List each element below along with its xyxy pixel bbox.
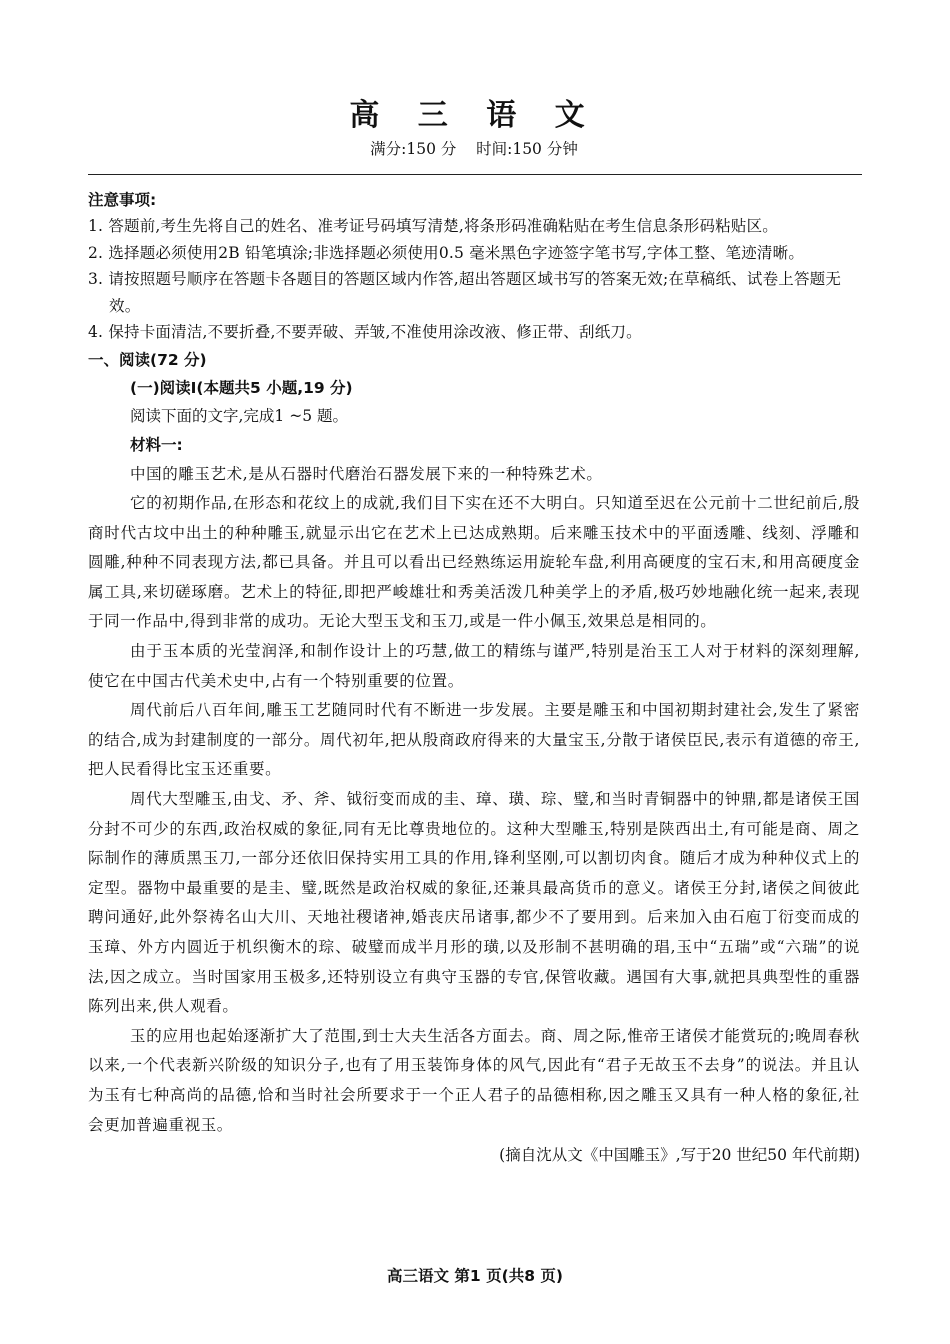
passage-source: (摘自沈从文《中国雕玉》,写于20 世纪50 年代前期) [499,1146,860,1165]
subsection-heading: (一)阅读Ⅰ(本题共5 小题,19 分) [130,378,353,397]
section-heading: 一、阅读(72 分) [88,350,207,369]
notice-item: 2. 选择题必须使用2B 铅笔填涂;非选择题必须使用0.5 毫米黑色字迹签字笔书写,字体工整、笔迹清晰。 [88,243,805,262]
full-score: 满分:150 分 [370,140,457,158]
exam-meta [88,138,860,160]
passage-paragraph: 周代大型雕玉,由戈、矛、斧、钺衍变而成的圭、璋、璜、琮、璧,和当时青铜器中的钟鼎,都是诸侯王国分封不可少的东西,政治权威的象征,同有无比尊贵地位的。这种大型雕玉,特别是陕西出土,有可能是商、周之际制作的薄质黑玉刀,一部分还依旧保持实用工具的作用,锋利坚刚,可以割切肉食。随后才成为种种仪式上的定型。器物中最重要的是圭、璧,既然是政治权威的象征,还兼具最高货币的意义。诸侯王分封,诸侯之间彼此聘问通好,此外祭祷名山大川、天地社稷诸神,婚丧庆吊诸事,都少不了要用到。后来加入由石庖丁衍变而成的玉璋、外方内圆近于机织衡木的琮、破璧而成半月形的璜,以及形制不甚明确的琩,玉中“五瑞”或“六瑞”的说法,因之成立。当时国家用玉极多,还特别设立有典守玉器的专官,保管收藏。遇国有大事,就把具典型性的重器陈列出来,供人观看。 [88,790,860,1016]
notice-heading: 注意事项: [88,191,157,209]
exam-time: 时间:150 分钟 [476,140,578,158]
notice-list [88,213,860,346]
exam-page [88,0,860,1170]
passage-paragraph: 中国的雕玉艺术,是从石器时代磨治石器发展下来的一种特殊艺术。 [130,464,603,483]
passage-paragraph: 由于玉本质的光莹润泽,和制作设计上的巧慧,做工的精练与谨严,特别是治玉工人对于材料的深刻理解,使它在中国古代美术史中,占有一个特别重要的位置。 [88,642,860,690]
header-divider [88,174,862,175]
passage-paragraph: 它的初期作品,在形态和花纹上的成就,我们目下实在还不大明白。只知道至迟在公元前十二世纪前后,殷商时代古坟中出土的种种雕玉,就显示出它在艺术上已达成熟期。后来雕玉技术中的平面透雕、线刻、浮雕和圆雕,种种不同表现方法,都已具备。并且可以看出已经熟练运用旋轮车盘,利用高硬度的宝石末,和用高硬度金属工具,来切磋琢磨。艺术上的特征,即把严峻雄壮和秀美活泼几种美学上的矛盾,极巧妙地融化统一起来,表现于同一作品中,得到非常的成功。无论大型玉戈和玉刀,或是一件小佩玉,效果总是相同的。 [88,494,860,631]
passage-paragraph: 玉的应用也起始逐渐扩大了范围,到士大夫生活各方面去。商、周之际,惟帝王诸侯才能赏玩的;晚周春秋以来,一个代表新兴阶级的知识分子,也有了用玉装饰身体的风气,因此有“君子无故玉不去身”的说法。并且认为玉有七种高尚的品德,恰和当时社会所要求于一个正人君子的品德相称,因之雕玉又具有一种人格的象征,社会更加普遍重视玉。 [88,1026,860,1134]
material-heading: 材料一: [130,435,183,454]
notice-item: 3. 请按照题号顺序在答题卡各题目的答题区域内作答,超出答题区域书写的答案无效;在草稿纸、试卷上答题无效。 [88,270,842,315]
page-footer: 高三语文 第1 页(共8 页) [387,1267,563,1285]
exam-title: 高 三 语 文 [349,98,599,133]
passage-paragraph: 周代前后八百年间,雕玉工艺随同时代有不断进一步发展。主要是雕玉和中国初期封建社会,发生了紧密的结合,成为封建制度的一部分。周代初年,把从殷商政府得来的大量宝玉,分散于诸侯臣民,表示有道德的帝王,把人民看得比宝玉还重要。 [88,701,860,779]
reading-instruction: 阅读下面的文字,完成1 ~5 题。 [130,406,348,425]
notice-item: 1. 答题前,考生先将自己的姓名、准考证号码填写清楚,将条形码准确粘贴在考生信息条形码粘贴区。 [88,217,778,235]
notice-item: 4. 保持卡面清洁,不要折叠,不要弄破、弄皱,不准使用涂改液、修正带、刮纸刀。 [88,323,642,341]
